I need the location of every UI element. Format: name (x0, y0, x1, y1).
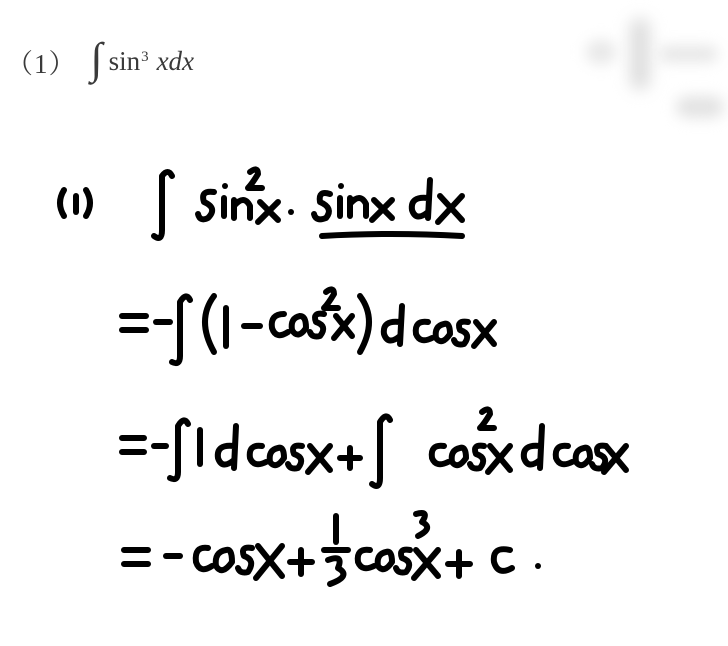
handwritten-step-2 (122, 289, 494, 363)
integration-variable: xdx (156, 45, 195, 76)
handwritten-step-4 (124, 513, 541, 584)
function-name: sin (108, 45, 141, 76)
handwritten-step-1 (60, 169, 462, 238)
exponent: 3 (141, 48, 149, 65)
problem-number: （1） (6, 48, 77, 79)
handwritten-step-3 (122, 409, 626, 486)
integral-symbol: ∫ (90, 34, 103, 83)
